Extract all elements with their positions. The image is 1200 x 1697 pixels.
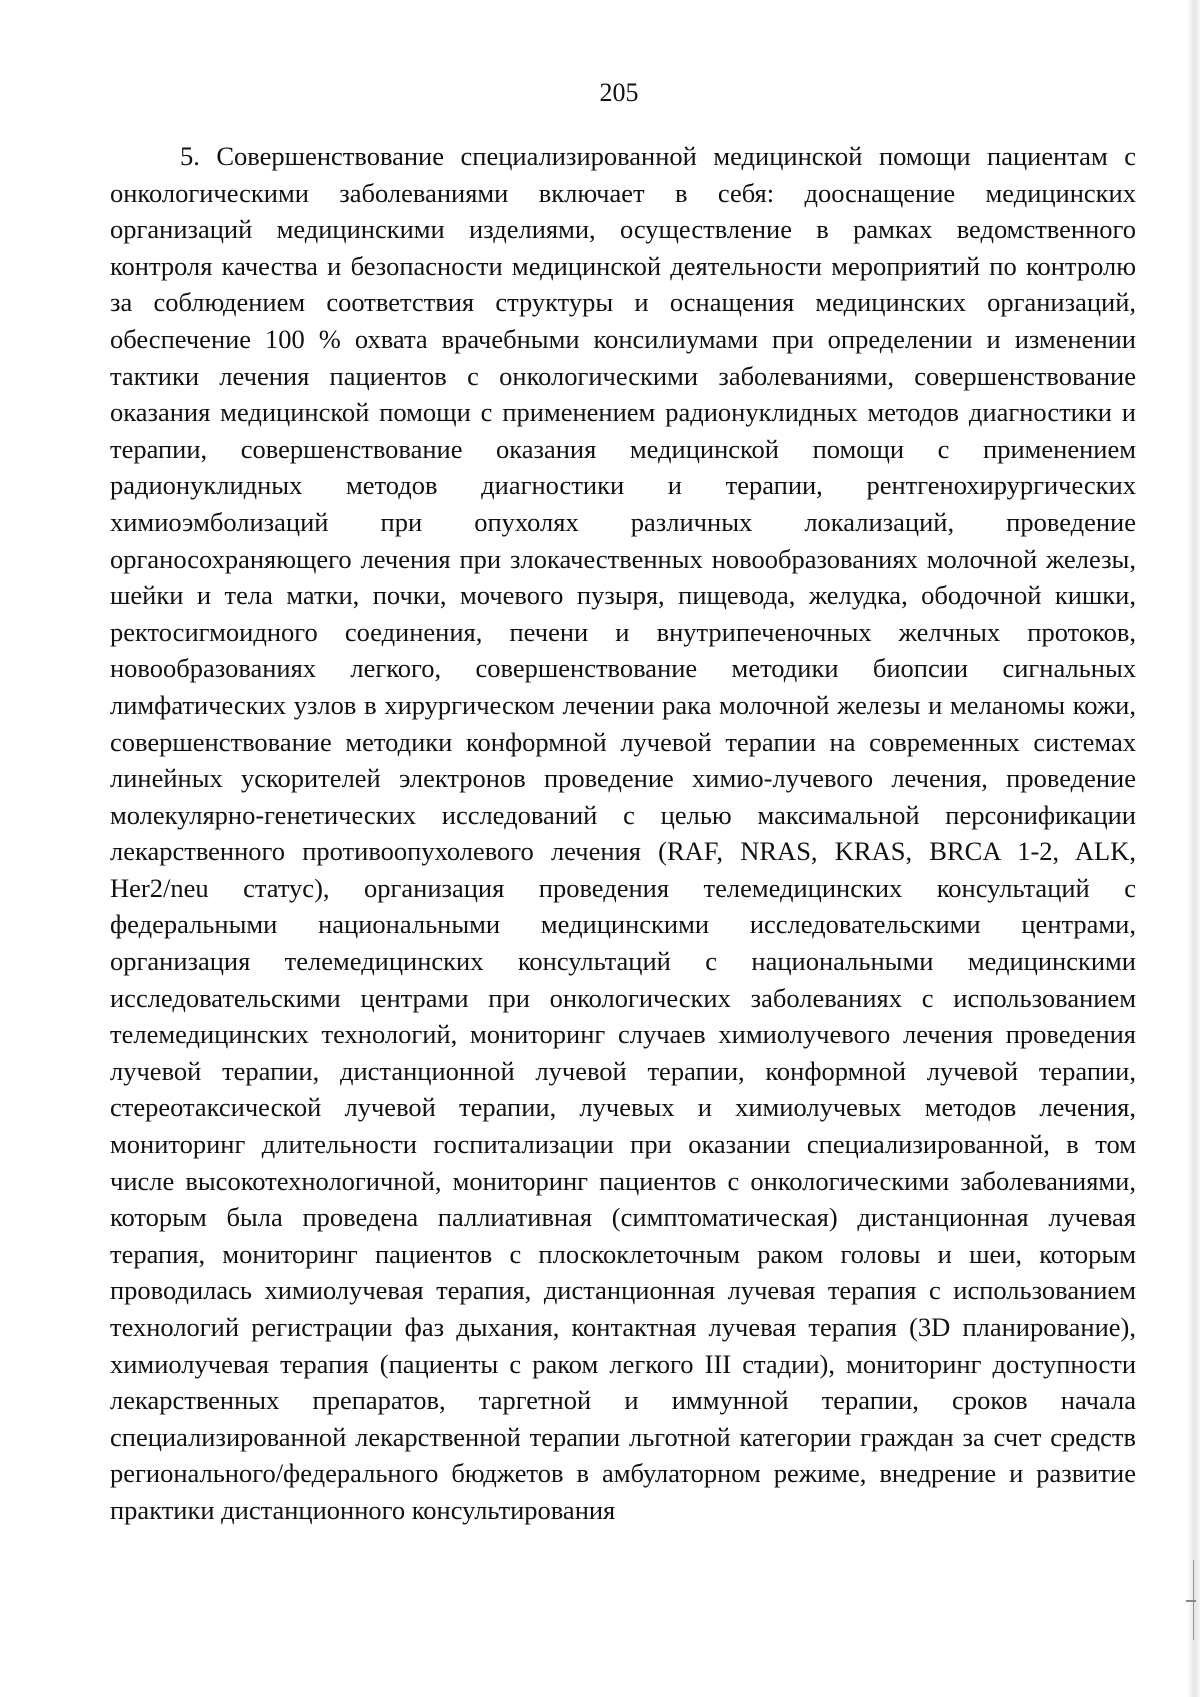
body-paragraph: 5. Совершенствование специализированной медицинской помощи пациентам с онкологическими заболеваниями включает в себя: дооснащение медицинских организаций медицинскими изделиями, осуществление в рамках ведомственного контроля качества и безопасности медицинской деятельности мероприятий по контролю за соблюдением соответствия структуры и оснащения медицинских организаций, обеспечение 100 % охвата врачебными консилиумами при определении и изменении тактики лечения пациентов с онкологическими заболеваниями, совершенствование оказания медицинской помощи с применением радионуклидных методов диагностики и терапии, совершенствование оказания медицинской помощи с применением радионуклидных методов диагностики и терапии, рентгенохирургических химиоэмболизаций при опухолях различных локализаций, проведение органосохраняющего лечения при злокачественных новообразованиях молочной железы, шейки и тела матки, почки, мочевого пузыря, пищевода, желудка, ободочной кишки, ректосигмоидного соединения, печени и внутрипеченочных желчных протоков, новообразованиях легкого, совершенствование методики биопсии сигнальных лимфатических узлов в хирургическом лечении рака молочной железы и меланомы кожи, совершенствование методики конформной лучевой терапии на современных системах линейных ускорителей электронов проведение химио-лучевого лечения, проведение молекулярно-генетических исследований с целью максимальной персонификации лекарственного противоопухолевого лечения (RAF, NRAS, KRAS, BRCA 1-2, ALK, Her2/neu статус), организация проведения телемедицинских консультаций с федеральными национальными медицинскими исследовательскими центрами, организация телемедицинских консультаций с национальными медицинскими исследовательскими центрами при онкологических заболеваниях с использованием телемедицинских технологий, мониторинг случаев химиолучевого лечения проведения лучевой терапии, дистанционной лучевой терапии, конформной лучевой терапии, стереотаксической лучевой терапии, лучевых и химиолучевых методов лечения, мониторинг длительности госпитализации при оказании специализированной, в том числе высокотехнологичной, мониторинг пациентов с онкологическими заболеваниями, которым была проведена паллиативная (симптоматическая) дистанционная лучевая терапия, мониторинг пациентов с плоскоклеточным раком головы и шеи, которым проводилась химиолучевая терапия, дистанционная лучевая терапия с использованием технологий регистрации фаз дыхания, контактная лучевая терапия (3D планирование), химиолучевая терапия (пациенты с раком легкого III стадии), мониторинг доступности лекарственных препаратов, таргетной и иммунной терапии, сроков начала специализированной лекарственной терапии льготной категории граждан за счет средств регионального/федерального бюджетов в амбулаторном режиме, внедрение и развитие практики дистанционного консультирования: [110, 141, 1136, 1525]
scan-edge: [1186, 0, 1200, 1697]
scan-tick: [1186, 1600, 1196, 1602]
page-number: 205: [599, 78, 639, 107]
